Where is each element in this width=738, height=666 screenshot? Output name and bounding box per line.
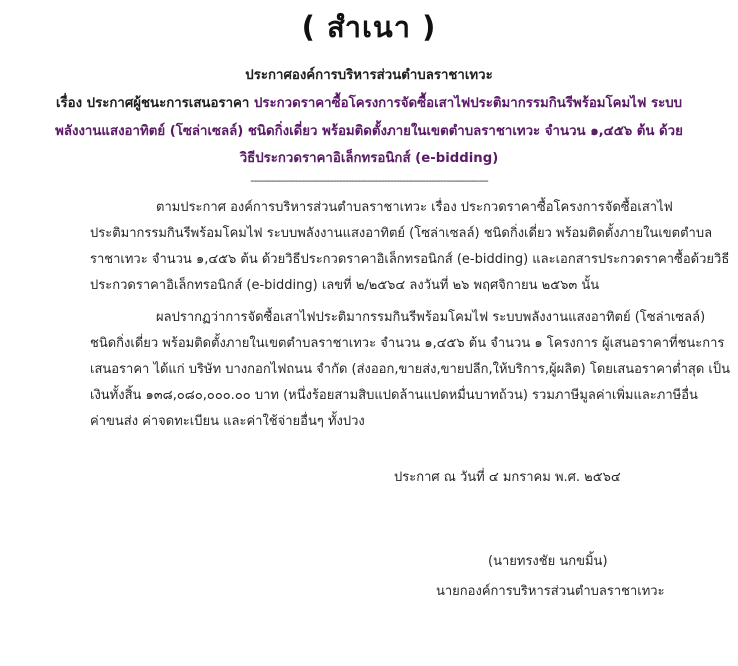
subject-line-2: พลังงานแสงอาทิตย์ (โซล่าเซลล์) ชนิดกิ่งเดี่ยว พร้อมติดตั้งภายในเขตตำบลราชาเทวะ จำนวน ๑,๔๕๖ ต้น ด้วย — [55, 123, 683, 139]
paragraph1-line: ราชาเทวะ จำนวน ๑,๔๕๖ ต้น ด้วยวิธีประกวดราคาอิเล็กทรอนิกส์ (e-bidding) และเอกสารประกวดราคาซื้อด้วยวิธี — [90, 252, 730, 267]
paragraph1-line: ประติมากรรมกินรีพร้อมโคมไฟ ระบบพลังงานแสงอาทิตย์ (โซล่าเซลล์) ชนิดกิ่งเดี่ยว พร้อมติดตั้งภายในเขตตำบล — [90, 226, 713, 241]
subject-text-1: ประกวดราคาซื้อโครงการจัดซื้อเสาไฟประติมากรรมกินรีพร้อมโคมไฟ ระบบ — [253, 95, 683, 111]
signer-title: นายกองค์การบริหารส่วนตำบลราชาเทวะ — [436, 584, 665, 599]
paragraph2-line: เงินทั้งสิ้น ๑๓๘,๐๘๐,๐๐๐.๐๐ บาท (หนึ่งร้อยสามสิบแปดล้านแปดหมื่นบาทถ้วน) รวมภาษีมูลค่าเพิ่มและภาษีอื่น — [90, 388, 698, 403]
announcement-date: ประกาศ ณ วันที่ ๔ มกราคม พ.ศ. ๒๕๖๔ — [394, 470, 621, 485]
paragraph1-line: ตามประกาศ องค์การบริหารส่วนตำบลราชาเทวะ เรื่อง ประกวดราคาซื้อโครงการจัดซื้อเสาไฟ — [156, 200, 673, 215]
paragraph2-line: เสนอราคา ได้แก่ บริษัท บางกอกไฟถนน จำกัด (ส่งออก,ขายส่ง,ขายปลีก,ให้บริการ,ผู้ผลิต) โดยเสนอราคาต่ำสุด เป็น — [90, 362, 730, 377]
paragraph1-line: ประกวดราคาอิเล็กทรอนิกส์ (e-bidding) เลขที่ ๒/๒๕๖๔ ลงวันที่ ๒๖ พฤศจิกายน ๒๕๖๓ นั้น — [90, 278, 600, 293]
copy-stamp-title: ( สำเนา ) — [301, 10, 437, 44]
paragraph2-line: ค่าขนส่ง ค่าจดทะเบียน และค่าใช้จ่ายอื่นๆ ทั้งปวง — [90, 414, 365, 429]
subject-prefix: เรื่อง ประกาศผู้ชนะการเสนอราคา — [55, 95, 250, 111]
subject-line-3: วิธีประกวดราคาอิเล็กทรอนิกส์ (e-bidding) — [239, 150, 499, 166]
paragraph2-line: ผลปรากฏว่าการจัดซื้อเสาไฟประติมากรรมกินรีพร้อมโคมไฟ ระบบพลังงานแสงอาทิตย์ (โซล่าเซลล์) — [156, 310, 706, 325]
signer-name: (นายทรงชัย นกขมิ้น) — [488, 554, 608, 569]
subject-line-1 — [7, 91, 732, 113]
paragraph2-line: ชนิดกิ่งเดี่ยว พร้อมติดตั้งภายในเขตตำบลราชาเทวะ จำนวน ๑,๔๕๖ ต้น จำนวน ๑ โครงการ ผู้เสนอราคาที่ชนะการ — [90, 336, 725, 351]
divider-line: -------------------------------------------------------------------------------- — [250, 174, 488, 187]
organization-line: ประกาศองค์การบริหารส่วนตำบลราชาเทวะ — [245, 67, 493, 83]
